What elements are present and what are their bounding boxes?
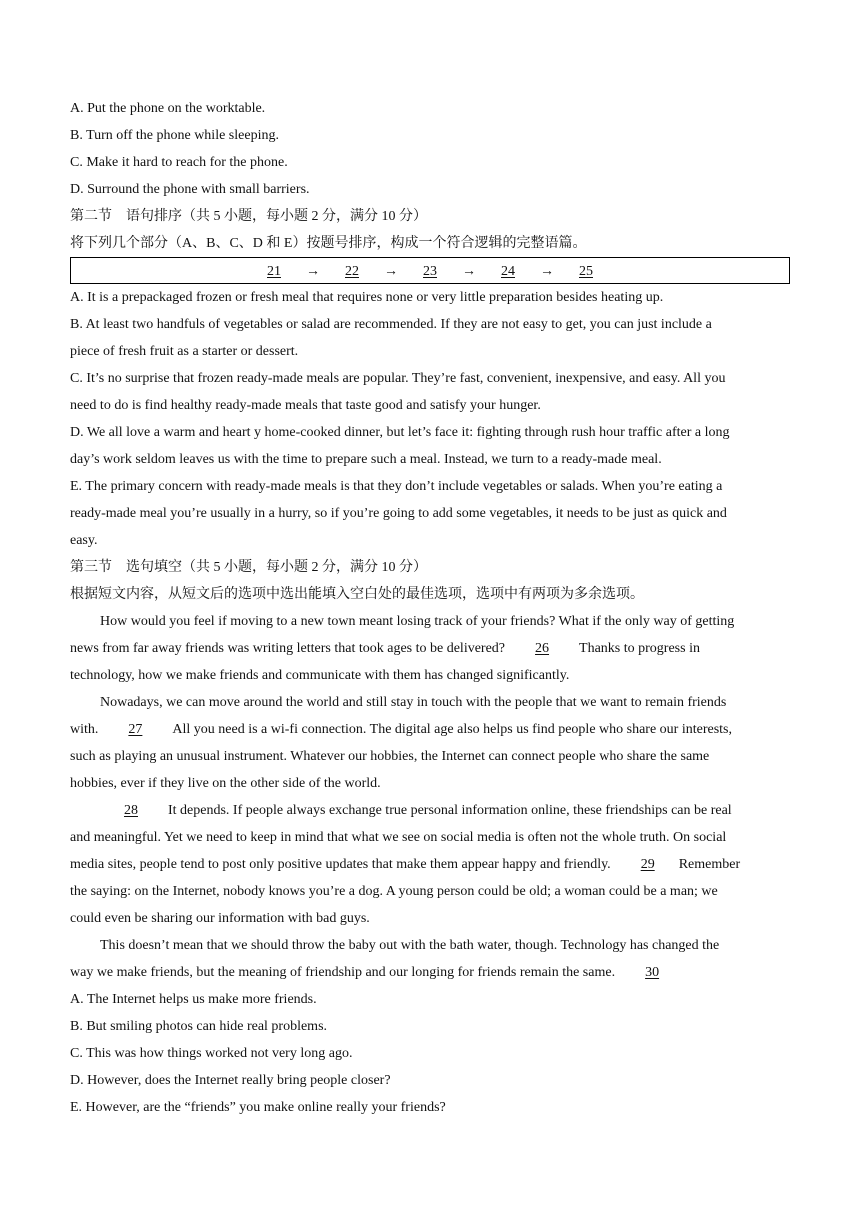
- passage-text: media sites, people tend to post only positive updates that make them appear happy and friendly.: [70, 857, 611, 872]
- option-line: B. Turn off the phone while sleeping.: [70, 128, 279, 143]
- option-line: A. The Internet helps us make more friends.: [70, 992, 317, 1007]
- passage-text: Remember: [678, 857, 741, 872]
- passage-line: [70, 797, 790, 824]
- text-line: day’s work seldom leaves us with the time to prepare such a meal. Instead, we turn to a ready-made meal.: [70, 452, 662, 467]
- text-line: E. The primary concern with ready-made meals is that they don’t include vegetables or salads. When you’re eating a: [70, 479, 723, 494]
- arrow-icon: →: [384, 264, 398, 279]
- text-line: need to do is find healthy ready-made meals that taste good and satisfy your hunger.: [70, 398, 541, 413]
- answer-blank[interactable]: 25: [579, 264, 593, 279]
- passage-line: could even be sharing our information with bad guys.: [70, 911, 370, 926]
- arrow-icon: →: [540, 264, 554, 279]
- text-line: A. It is a prepackaged frozen or fresh meal that requires none or very little preparation besides heating up.: [70, 290, 664, 305]
- passage-line: the saying: on the Internet, nobody knows you’re a dog. A young person could be old; a woman could be a man; we: [70, 884, 718, 899]
- answer-blank[interactable]: 24: [501, 264, 515, 279]
- exam-page: [70, 95, 790, 1121]
- passage-line: such as playing an unusual instrument. Whatever our hobbies, the Internet can connect people who share the same: [70, 749, 710, 764]
- passage-line: technology, how we make friends and communicate with them has changed significantly.: [70, 668, 570, 683]
- arrow-icon: →: [462, 264, 476, 279]
- passage-text: with.: [70, 722, 99, 737]
- passage-text: All you need is a wi-fi connection. The digital age also helps us find people who share our interests,: [172, 722, 732, 737]
- answer-blank-27[interactable]: 27: [128, 722, 143, 737]
- section-instruction: 将下列几个部分（A、B、C、D 和 E）按题号排序，构成一个符合逻辑的完整语篇。: [70, 236, 587, 251]
- text-line: easy.: [70, 533, 98, 548]
- text-line: D. We all love a warm and heart y home-cooked dinner, but let’s face it: fighting through rush hour traffic after a long: [70, 425, 730, 440]
- section-heading: 第二节 语句排序（共 5 小题，每小题 2 分，满分 10 分）: [70, 209, 427, 224]
- text-line: B. At least two handfuls of vegetables or salad are recommended. If they are not easy to get, you can just include a: [70, 317, 712, 332]
- passage-line: Nowadays, we can move around the world and still stay in touch with the people that we want to remain friends: [100, 695, 727, 710]
- arrow-icon: →: [306, 264, 320, 279]
- answer-blank-29[interactable]: 29: [640, 857, 655, 872]
- section-heading: 第三节 选句填空（共 5 小题，每小题 2 分，满分 10 分）: [70, 560, 427, 575]
- answer-blank[interactable]: 22: [345, 264, 359, 279]
- sequence-box: [70, 257, 790, 284]
- option-line: B. But smiling photos can hide real problems.: [70, 1019, 328, 1034]
- passage-line: [70, 851, 790, 878]
- answer-blank-30[interactable]: 30: [645, 965, 660, 980]
- section-instruction: 根据短文内容，从短文后的选项中选出能填入空白处的最佳选项，选项中有两项为多余选项。: [70, 587, 644, 602]
- option-line: D. However, does the Internet really bring people closer?: [70, 1073, 391, 1088]
- option-line: D. Surround the phone with small barriers.: [70, 182, 310, 197]
- answer-blank-28[interactable]: 28: [124, 803, 138, 818]
- text-line: piece of fresh fruit as a starter or dessert.: [70, 344, 299, 359]
- passage-text: Thanks to progress in: [579, 641, 700, 656]
- passage-line: and meaningful. Yet we need to keep in mind that what we see on social media is often not the whole truth. On social: [70, 830, 727, 845]
- option-line: A. Put the phone on the worktable.: [70, 101, 266, 116]
- passage-line: How would you feel if moving to a new town meant losing track of your friends? What if the only way of getting: [100, 614, 735, 629]
- passage-text: It depends. If people always exchange true personal information online, these friendships can be real: [168, 803, 732, 818]
- passage-text: way we make friends, but the meaning of friendship and our longing for friends remain the same.: [70, 965, 616, 980]
- text-line: ready-made meal you’re usually in a hurry, so if you’re going to add some vegetables, it needs to be just as quick and: [70, 506, 727, 521]
- option-line: E. However, are the “friends” you make online really your friends?: [70, 1100, 446, 1115]
- passage-line: hobbies, ever if they live on the other side of the world.: [70, 776, 381, 791]
- option-line: C. This was how things worked not very long ago.: [70, 1046, 353, 1061]
- answer-blank[interactable]: 23: [423, 264, 437, 279]
- answer-blank-26[interactable]: 26: [535, 641, 550, 656]
- passage-text: news from far away friends was writing letters that took ages to be delivered?: [70, 641, 506, 656]
- text-line: C. It’s no surprise that frozen ready-made meals are popular. They’re fast, convenient, inexpensive, and easy. All you: [70, 371, 726, 386]
- option-line: C. Make it hard to reach for the phone.: [70, 155, 288, 170]
- passage-line: [70, 716, 790, 743]
- passage-line: [70, 635, 790, 662]
- passage-line: This doesn’t mean that we should throw the baby out with the bath water, though. Technology has changed the: [100, 938, 720, 953]
- passage-line: [70, 959, 790, 986]
- answer-blank[interactable]: 21: [267, 264, 281, 279]
